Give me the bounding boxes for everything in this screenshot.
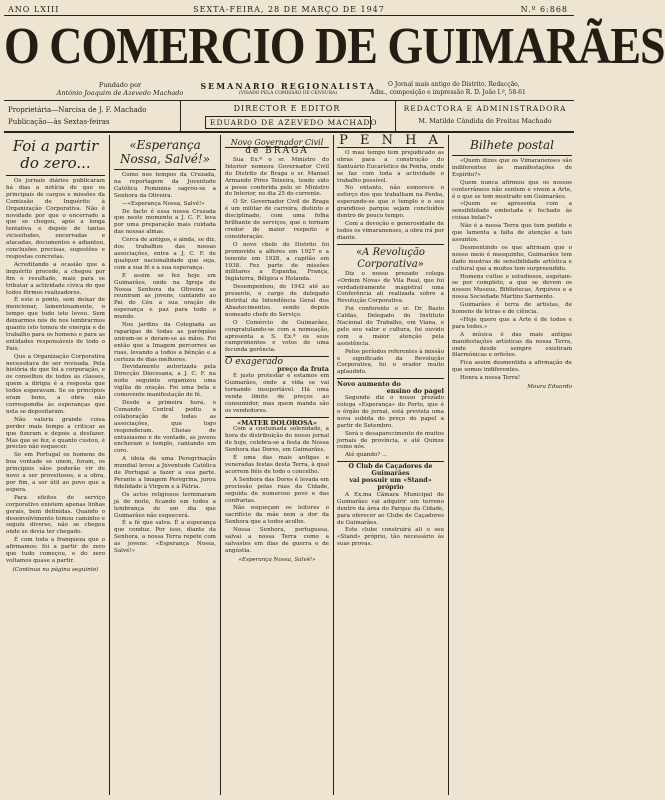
censor-note: (VISADO PELA COMISSÃO DE CENSURA) (238, 91, 338, 96)
headline: P E N H A (339, 133, 442, 148)
paragraph: Honra a nossa Terra! (460, 375, 521, 382)
masthead-title: O COMERCIO DE GUIMARÃES (4, 17, 665, 75)
subheadline: Novo aumento do (337, 380, 401, 389)
headline: «A Revolução Corporativa» (356, 246, 425, 270)
article-bilhete-postal (452, 138, 572, 796)
paragraph: Desmentindo os que afirmam que o nosso meio é mesquinho, Guimarães tem dado mostras de sensibilidade artística e cultural que a muitos tem surpreendido. (452, 244, 572, 272)
headline: «Esperança Nossa, Salvé!» (119, 138, 211, 166)
paragraph: Não valeria grande coisa perder mais tempo a criticar as que fizeram e depois a desfazer. Mas que se fez, e quanto custou, é preciso não esquecer. (6, 416, 105, 451)
right-info-2: Adm., composição e impressão R. D. João I.º, 58-61 (370, 89, 526, 96)
paragraph: Cerca de antigos, e ainda, se diz, dos trabalhos das nossas associações, entra a J. C. F. de qualquer nacionalidade que seja, com a sua fé e a sua esperança. (114, 237, 216, 271)
headline: Bilhete postal (470, 138, 554, 152)
admin-label: REDACTORA E ADMINISTRADORA (403, 104, 567, 113)
owner-line: Proprietária—Narcisa de J. F. Machado (8, 106, 147, 114)
paragraph: O novo chefe do Distrito foi promovido a alferes em 1927 e a tenente em 1928, a capitão em 1938. Fez parte de missões militares a Espanha, França, Inglaterra, Bélgica e Holanda. (225, 241, 329, 283)
signature: Moura Eduardo (527, 384, 572, 391)
paragraph: Até quando? ... (345, 452, 388, 459)
article-foi-a-partir (6, 138, 105, 796)
article-governador (225, 138, 329, 796)
article-penha (337, 133, 444, 796)
footer-quote: «Esperança Nossa, Salvé!» (238, 556, 316, 563)
rule (4, 100, 574, 101)
paragraph: O Comércio de Guimarães, congratulando-se com a nomeação, apresenta a S. Ex.ª os seus cumprimentos e votos de uma fecunda gerência. (225, 319, 329, 354)
divider (448, 135, 449, 795)
paragraph: Desde a primeira hora, o Comando Central pediu a colaboração de todas as associações, que logo responderam. Cheias de entusiasmo e de vontade, as jovens encheram o templo, cantando em coro. (114, 400, 216, 455)
director-name: EDUARDO DE AZEVEDO MACHADO (205, 116, 371, 129)
subtitle: SEMANARIO REGIONALISTA (200, 81, 376, 91)
issue-number: N.º 6:868 (520, 5, 568, 14)
paragraph: No entanto, não esmorece o esforço dos que trabalham na Penha, esperando-se que o templo e o seu grandioso parque sejam concluídos dentro de pouco tempo. (337, 185, 444, 220)
headline: do zero... (20, 154, 91, 172)
paragraph: —«Esperança Nossa, Salvé!» (122, 200, 205, 207)
paragraph: É justo protestar e estamos em Guimarães, onde a vida se vai tornando insuportável. Há uma venda limite de preços ao consumidor, mas quem manda são os vendedores. (225, 373, 329, 414)
subheadline: O Club de Caçadores de Guimarães (348, 463, 433, 478)
paragraph: Guimarães é terra de artistas, de homens de letras e de ciência. (452, 302, 572, 316)
paragraph: A Ex.ma Câmara Municipal de Guimarães vai adquirir um terreno dentro da área do Parque da Cidade, para oferecer ao Clube de Caçadores de Guimarães. (337, 491, 444, 526)
paragraph: Para efeitos de serviço corporativo existem apenas linhas gerais, bem definidas. Quando o desenvolvimento tomou caminho e seguiu diverso, não se chegou onde se devia ter chegado. (6, 494, 105, 536)
divider (333, 135, 334, 795)
paragraph: Homens cultos e estudiosos, esgotam-se por completo, a que se devem os nossos Museus, Bibliotecas, Arquivos e a nossa Sociedade Martins Sarmento. (452, 273, 572, 301)
paragraph: Acreditando a ocasião que a inquérito procede, a chegou por fim o resultado, mais para se tributar a actividade cívica do que todos fôrmos realizadores. (6, 261, 105, 296)
paragraph: A ideia de uma Peregrinação mundial levou a Juventude Católica de Portugal a fazer a sua parte. Perante a Imagem Peregrina, jurou fidelidade à Virgem e à Pátria. (114, 456, 216, 490)
paragraph: Este clube construirá ali o seu «Stand» próprio, tão necessário às suas provas. (337, 527, 444, 548)
paragraph: A Senhora das Dores é levada em procissão pelas ruas da Cidade, seguida de numeroso povo e das confrarias. (225, 476, 329, 504)
paragraph: Desempenhou, de 1942 até ao presente, o cargo de delegado distrital da Intendência Geral dos Abastecimentos, sendo depois nomeado chefe do Serviço. (225, 284, 329, 318)
paragraph: Nossa Senhora, portuguesa, salvai a nossa Terra como a salvastes em dias de guerra e de angústia. (225, 527, 329, 554)
rule (4, 15, 574, 16)
paragraph: Com a costumada solenidade, a hora de distribuição do nosso jornal de hoje, celebra-se a festa de Nossa Senhora das Dores, em Guimarães. (225, 426, 329, 454)
paragraph: Os actos religiosos terminaram já de noite, ficando em todos a lembrança de um dia que Guimarães não esquecerá. (114, 491, 216, 519)
divider (109, 135, 110, 795)
paragraph: Sua Ex.ª o sr. Ministro do Interior nomeou Governador Civil do Distrito de Braga o sr. Manuel Armando Pires Teixeira, tendo sido a posse conferida pelo sr. Ministro do Interior, no dia 25 do corrente. (225, 156, 329, 198)
paragraph: De facto é essa nossa Cruzada que neste momento a J. C. F. leva por uma preparação mais cuidada das nossas almas. (114, 208, 216, 236)
paragraph: Foi conferente o sr. Dr. Basto Caldas, Delegado do Instituto Nacional do Trabalho, em Viana, e pelo seu valor e cultura, foi ouvido com a maior atenção pela assistência. (337, 306, 444, 347)
paragraph: Pelos períodos referentes à missão e significado da Revolução Corporativa, foi o orador muito aplaudido. (337, 348, 444, 376)
paragraph: Será o desaparecimento de muitos jornais de província, e até Quinze como nós. (337, 430, 444, 451)
paragraph: O mau tempo tem prejudicado as obras para a construção do Santuário Eucarístico da Penha, onde se faz com toda a actividade o trabalho possível. (337, 149, 444, 184)
paragraph: Fica assim desmentida a afirmação de que somos indiferentes. (452, 360, 572, 374)
paragraph: É este o ponto, sem deixar de mencionar, lamentosamente, o tempo que tudo isto levou. Sem deixarmos nós de nos lembrarmos quanto isto tomou de energia e de trabalho para os homens e para as entidades responsáveis de todo o País. (6, 297, 105, 352)
headline: Foi a partir (12, 137, 99, 155)
paragraph: «Hoje quero que a Arte é de todos e para todos.» (452, 316, 572, 330)
headline: de BRAGA (245, 146, 309, 156)
paragraph: Se em Portugal os homens de boa vontade se unem, foram, os princípios sãos poderão vir de novo a ser proveitosos, e a obra, por fim, a ser útil ao povo que a espera. (6, 452, 105, 493)
article-esperanca (114, 138, 216, 796)
paragraph: Que a Organização Corporativa necessitava de ser revisada. Pela história do que foi a corporação, e os conselhos de todos as classes, quem a dirigia é a resposta que todos esperavam. Se os princípios eram bons, a obra não correspondia às esperanças que nela se depositaram. (6, 353, 105, 415)
right-info-1: O Jornal mais antigo do Distrito. Redacção, (388, 81, 520, 88)
founder-name: António Joaquim de Azevedo Machado (56, 89, 184, 97)
paragraph: Nos jardins da Colegiada as raparigas de todas as paróquias uniram-se e deram-se as mãos. Foi então que a Imagem percorreu as ruas, levando a todos a bênção e a certeza de dias melhores. (114, 322, 216, 363)
paragraph: A música é das mais antigas manifestações artísticas da nossa Terra, onde desde sempre existiram filarmónicas e orfeões. (452, 331, 572, 359)
paragraph: E assim se fez hoje em Guimarães, onde na Igreja de Nossa Senhora da Oliveira se reuniram as jovens, cantando ao Pai do Céu a sua oração de esperança e paz para todo o mundo. (114, 272, 216, 321)
issue-year: ANO LXIII (8, 5, 60, 14)
subheadline: vai possuir um «Stand» próprio (349, 477, 432, 491)
subheadline: preço da fruta (277, 365, 329, 374)
paragraph: Devidamente autorizada pela Direcção Diocesana, a J. C. F. na noite seguinte organizou uma vigília de oração. Foi uma bela e comovente manifestação de fé. (114, 364, 216, 399)
paragraph: «Quem se apresenta com a sensibilidade embotada e fechado às coisas belas?» (452, 201, 572, 222)
divider (180, 100, 181, 131)
paragraph: «Quem dizes que os Vimaranenses são indiferentes às manifestações de Espírito?» (452, 158, 572, 178)
paragraph: Os jornais diários publicaram há dias a notícia de que os principais de cargos e missões da Comissão de Inquérito à Organização Corporativa. Não é novidade por que o encerrado a que se chegou, após a longa tentativa e depois de tantas vicissitudes, encerradas e atacadas, documentos e adiantou, conclusões precisas, sugestões e respostas concretas. (6, 178, 105, 260)
subheadline: O exagerado (225, 357, 283, 368)
paragraph: Segundo diz o nosso prezado colega «Esperança» do Porto, que é o órgão do jornal, está prevista uma nova subida do preço do papel a partir de Setembro. (337, 395, 444, 429)
rule (4, 131, 574, 133)
paragraph: Quem nunca afirmou que os nossos conterrâneos não sentem e vivem a Arte, é o que se tem mostrado em Guimarães. (452, 179, 572, 200)
paragraph: É a fé que salva. É a esperança que conduz. Por isso, diante da Senhora, a nossa Terra repete com as jovens: «Esperança Nossa, Salvé!» (114, 520, 216, 555)
paragraph: Não é a nossa Terra que tem pedido e que lamenta a falta de atenção a tais assuntos. (452, 223, 572, 243)
director-label: DIRECTOR E EDITOR (233, 104, 341, 113)
issue-date: SEXTA-FEIRA, 28 DE MARÇO DE 1947 (193, 5, 385, 14)
paragraph: É com toda a franqueza que o afirmamos: foi a partir do zero que tudo começou, e do zero voltamos quase a partir. (6, 537, 105, 564)
headline: Novo Governador Civil (225, 138, 329, 148)
divider (220, 135, 221, 795)
paragraph: O Sr. Governador Civil de Braga é um militar de carreira, distinto e disciplinado, com uma folha brilhante de serviços, que o tornam credor do maior respeito e consideração. (225, 199, 329, 240)
continued-note: (Continua na página seguinte) (12, 566, 99, 573)
paragraph: Com a devoção e generosidade de todos os vimaranenses, a obra irá por diante. (337, 220, 444, 241)
subheadline: ensino do pagel (386, 387, 444, 396)
paragraph: Como nos tempos da Cruzada, na reportagem da Juventude Católica Feminina sagrou-se a Senhora da Oliveira. (114, 172, 216, 199)
paragraph: É uma das mais antigas e veneradas festas desta Terra, à qual acorrem fiéis de todo o concelho. (225, 455, 329, 475)
subheadline: «MATER DOLOROSA» (237, 418, 317, 427)
founded-label: Fundado por (98, 81, 142, 89)
paragraph: Diz o nosso prezado colega «Ordem Nova» de Vila Real, que foi verdadeiramente magistral uma Conferência ali realizada sobre a Revolução Corporativa. (337, 270, 444, 305)
paragraph: Não esqueçam os leitores o sacrifício da mãe nem a dor da Senhora que a todos acolhe. (225, 505, 329, 526)
admin-name: M. Matilde Cândida de Freitas Machado (418, 117, 552, 125)
publication-line: Publicação—às Sextas-feiras (8, 118, 110, 126)
